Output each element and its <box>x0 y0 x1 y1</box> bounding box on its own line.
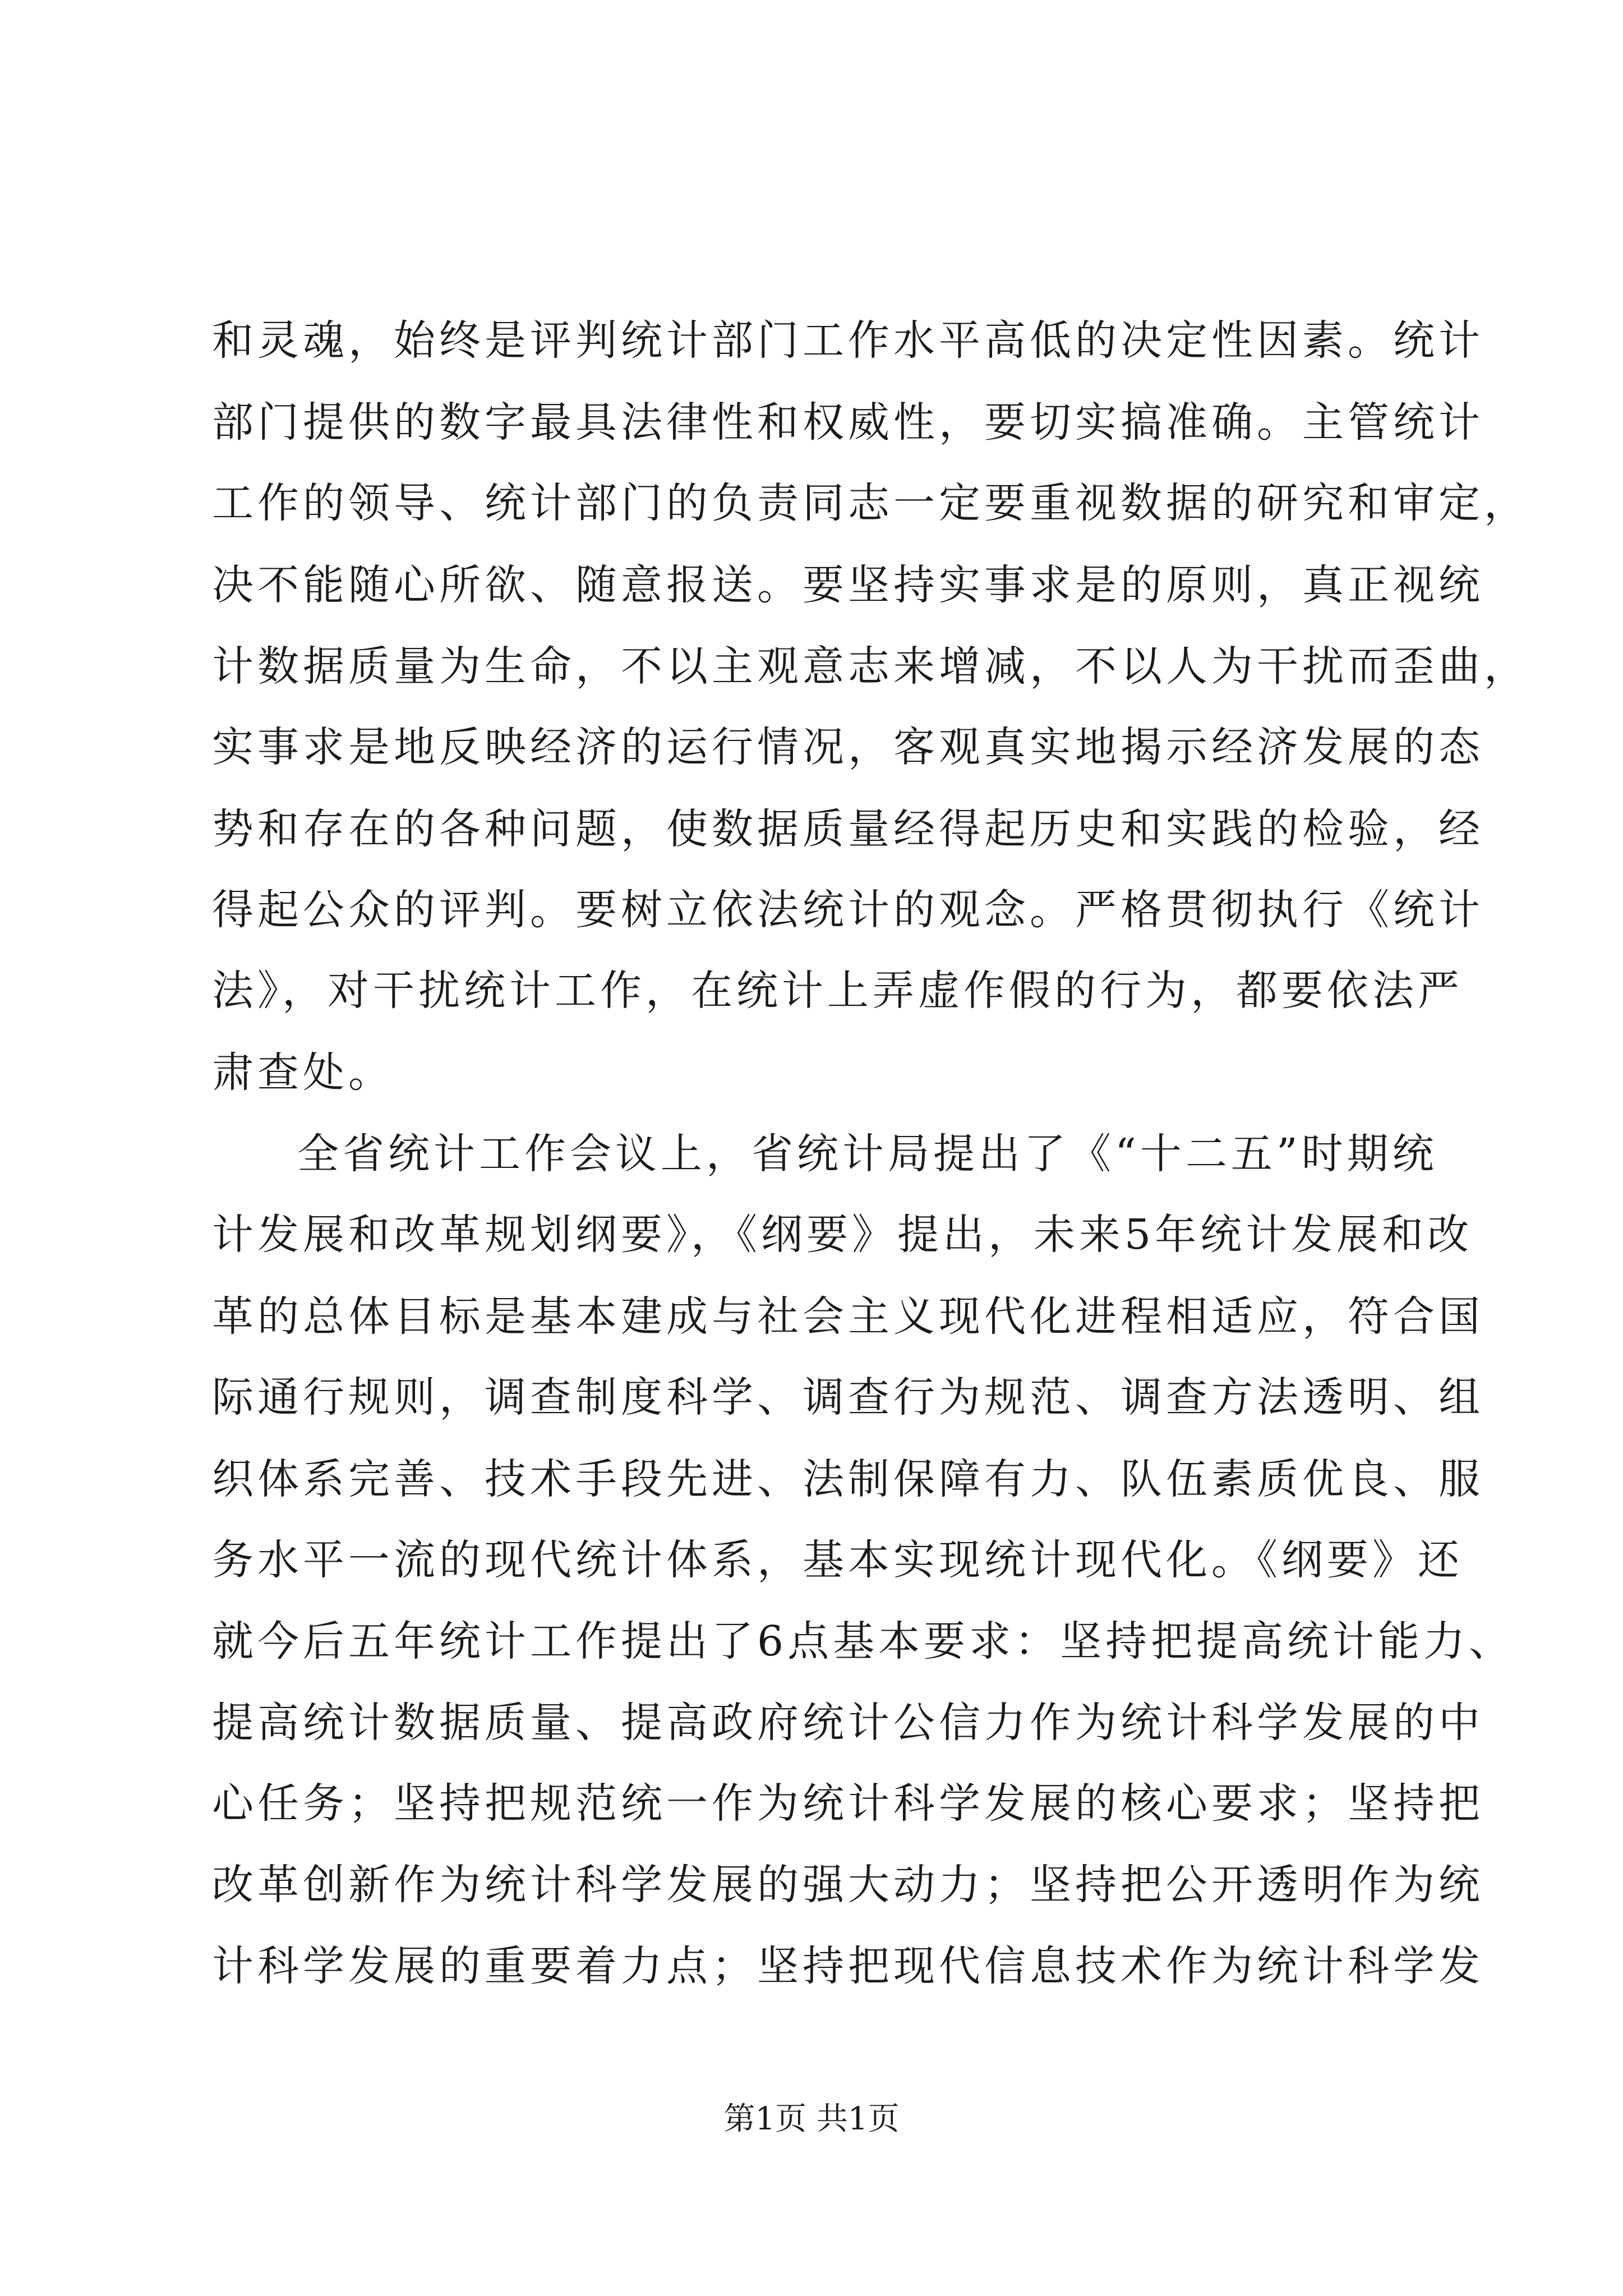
body-text-line: 法》，对干扰统计工作，在统计上弄虚作假的行为，都要依法严 <box>212 967 1463 1015</box>
body-text-line: 工作的领导、统计部门的负责同志一定要重视数据的研究和审定， <box>212 479 1529 527</box>
page-footer: 第1页 共1页 <box>723 2101 900 2137</box>
body-text-line: 计数据质量为生命，不以主观意志来增减，不以人为干扰而歪曲， <box>212 642 1529 691</box>
body-text-line: 计发展和改革规划纲要》，《纲要》提出，未来5年统计发展和改 <box>212 1211 1473 1259</box>
paragraph-first-line: 全省统计工作会议上，省统计局提出了《“十二五”时期统 <box>297 1130 1438 1178</box>
body-text-line: 部门提供的数字最具法律性和权威性，要切实搞准确。主管统计 <box>212 398 1484 447</box>
body-text-line: 心任务；坚持把规范统一作为统计科学发展的核心要求；坚持把 <box>212 1779 1484 1828</box>
body-text-line: 务水平一流的现代统计体系，基本实现统计现代化。《纲要》还 <box>212 1536 1463 1584</box>
body-text-line: 际通行规则，调查制度科学、调查行为规范、调查方法透明、组 <box>212 1373 1484 1421</box>
body-text-line: 决不能随心所欲、随意报送。要坚持实事求是的原则，真正视统 <box>212 561 1484 609</box>
body-text-line: 肃查处。 <box>212 1048 394 1097</box>
body-text-line: 实事求是地反映经济的运行情况，客观真实地揭示经济发展的态 <box>212 723 1484 771</box>
body-text-line: 和灵魂，始终是评判统计部门工作水平高低的决定性因素。统计 <box>212 316 1484 365</box>
body-text-line: 改革创新作为统计科学发展的强大动力；坚持把公开透明作为统 <box>212 1861 1484 1909</box>
body-text-line: 计科学发展的重要着力点；坚持把现代信息技术作为统计科学发 <box>212 1942 1484 1990</box>
body-text-line: 就今后五年统计工作提出了6点基本要求：坚持把提高统计能力、 <box>212 1617 1515 1665</box>
body-text-line: 势和存在的各种问题，使数据质量经得起历史和实践的检验，经 <box>212 805 1484 853</box>
body-text-line: 革的总体目标是基本建成与社会主义现代化进程相适应，符合国 <box>212 1292 1484 1341</box>
body-text-line: 得起公众的评判。要树立依法统计的观念。严格贯彻执行《统计 <box>212 886 1484 934</box>
body-text-line: 提高统计数据质量、提高政府统计公信力作为统计科学发展的中 <box>212 1699 1484 1747</box>
body-text-line: 织体系完善、技术手段先进、法制保障有力、队伍素质优良、服 <box>212 1455 1484 1503</box>
